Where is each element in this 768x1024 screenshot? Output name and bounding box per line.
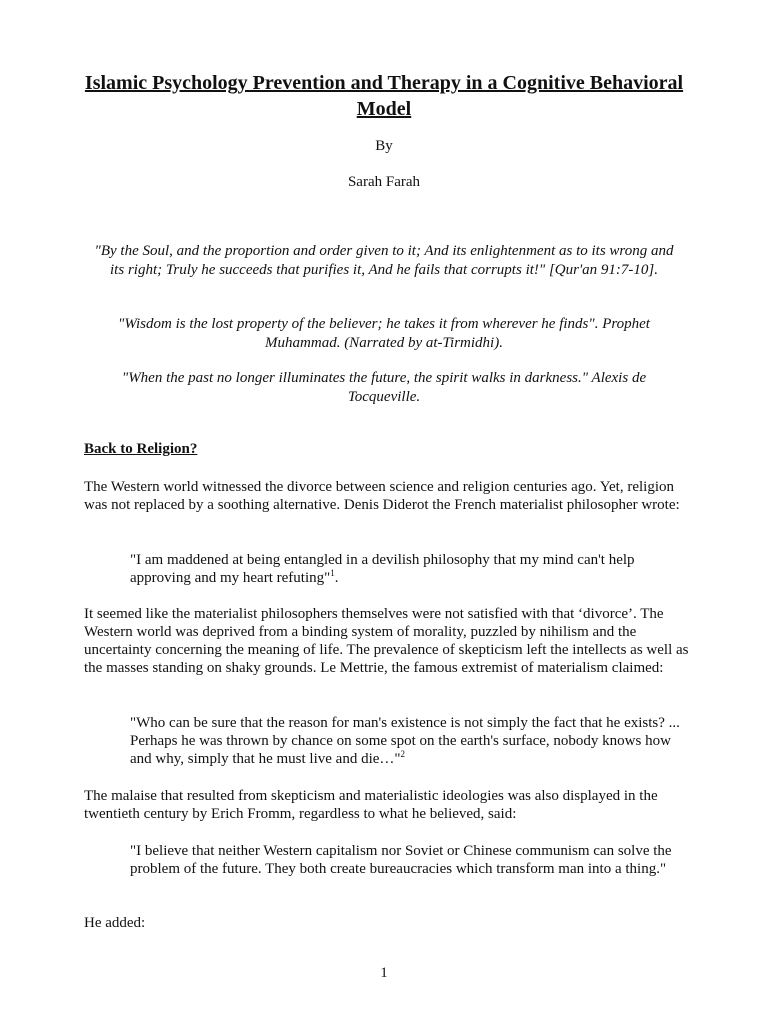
quote-text: "Who can be sure that the reason for man's existence is not simply the fact that he exists? ... Perhaps he was thrown by chance on some spot on the earth's surface, nobody knows how and why, simply that he must live and die…" (130, 715, 680, 767)
page-number: 1 (380, 965, 388, 981)
block-quote-mettrie (130, 714, 690, 768)
document-title: Islamic Psychology Prevention and Therapy in a Cognitive Behavioral Model (84, 72, 684, 120)
by-line: By (375, 138, 393, 154)
epigraph-quran: "By the Soul, and the proportion and order given to it; And its enlightenment as to its wrong and its right; Truly he succeeds that purifies it, And he fails that corrupts it!" [Qur'an 91:7-10]. (94, 243, 674, 278)
paragraph-1: The Western world witnessed the divorce between science and religion centuries ago. Yet, religion was not replaced by a soothing alternative. Denis Diderot the French materialist philosopher wrote: (84, 479, 680, 513)
epigraph-tocqueville: "When the past no longer illuminates the future, the spirit walks in darkness." Alexis de Tocqueville. (121, 370, 647, 405)
footnote-ref-2[interactable]: 2 (400, 749, 406, 759)
quote-text: "I am maddened at being entangled in a devilish philosophy that my mind can't help approving and my heart refuting" (130, 552, 635, 586)
author-name: Sarah Farah (347, 174, 421, 190)
block-quote-fromm: "I believe that neither Western capitalism nor Soviet or Chinese communism can solve the problem of the future. They both create bureaucracies which transform man into a thing." (130, 843, 672, 877)
quote-end: . (334, 570, 339, 586)
block-quote-diderot (130, 551, 690, 587)
paragraph-3: The malaise that resulted from skepticism and materialistic ideologies was also displayed in the twentieth century by Erich Fromm, regardless to what he believed, said: (84, 788, 658, 822)
footnote-ref-1[interactable]: 1 (330, 568, 335, 578)
section-heading: Back to Religion? (84, 441, 198, 457)
paragraph-2: It seemed like the materialist philosophers themselves were not satisfied with that ‘divorce’. The Western world was deprived from a binding system of morality, puzzled by nihilism and the uncertainty concerning the meaning of life. The prevalence of skepticism left the intellects as well as the masses standing on shaky grounds. Le Mettrie, the famous extremist of materialism claimed: (84, 606, 689, 676)
paragraph-4: He added: (84, 915, 146, 931)
epigraph-prophet: "Wisdom is the lost property of the believer; he takes it from wherever he finds". Prophet Muhammad. (Narrated by at-Tirmidhi). (118, 316, 650, 351)
